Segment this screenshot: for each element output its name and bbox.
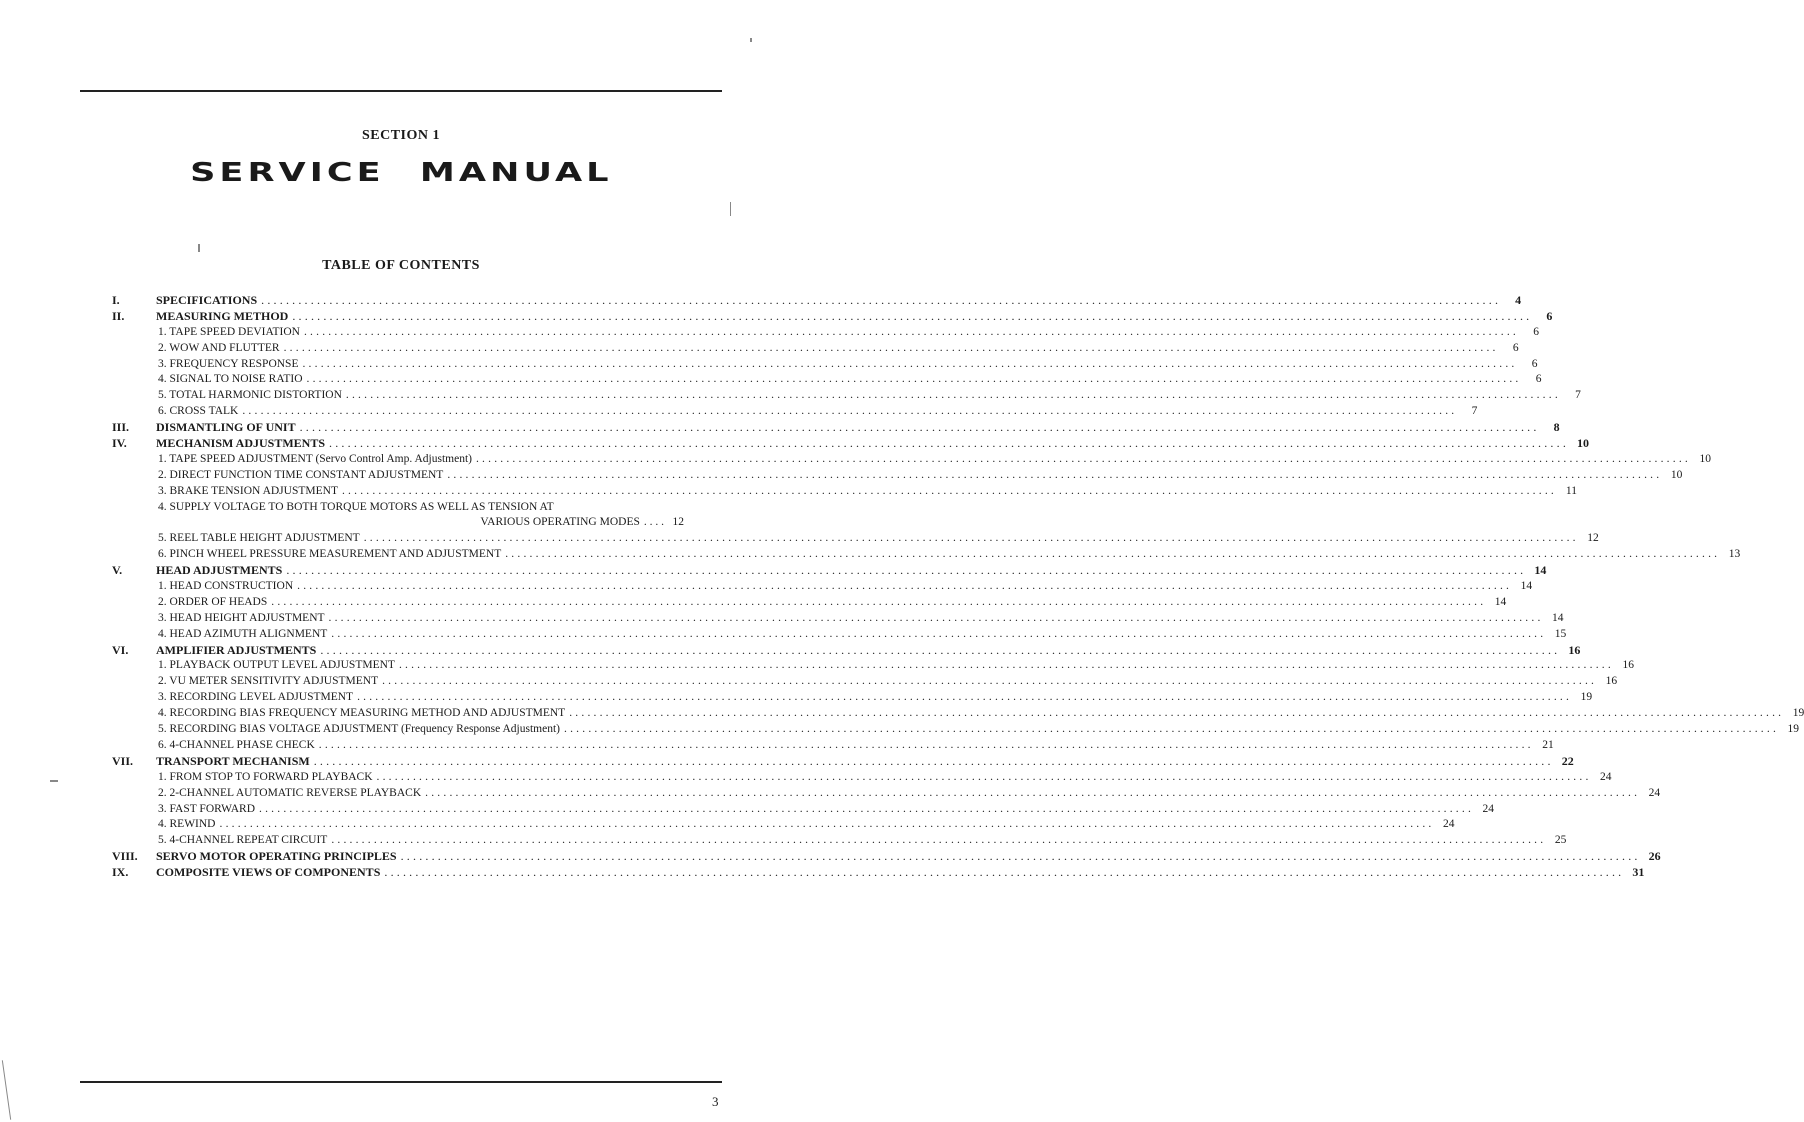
toc-entry-label: 3. FREQUENCY RESPONSE <box>158 357 302 373</box>
toc-dot-leader: ........................................................................................................................................................................................................ <box>299 420 1540 435</box>
toc-entry-label: 5. REEL TABLE HEIGHT ADJUSTMENT <box>158 531 364 547</box>
toc-section-entry <box>112 753 1574 770</box>
toc-entry-label: 3. RECORDING LEVEL ADJUSTMENT <box>158 690 357 706</box>
toc-subsection-entry <box>112 690 1593 706</box>
toc-subsection-entry <box>112 357 1538 373</box>
toc-subsection-entry <box>112 325 1539 341</box>
toc-subsection-entry <box>112 802 1495 818</box>
toc-dot-leader: ........................................................................................................................................................................................................ <box>564 723 1780 736</box>
toc-page-number: 16 <box>1560 643 1580 659</box>
toc-dot-leader: ........................................................................................................................................................................................................ <box>398 659 1614 672</box>
toc-dot-leader: ........................................................................................................................................................................................................ <box>331 834 1547 847</box>
toc-page-number: 21 <box>1534 738 1554 754</box>
toc-dot-leader: ........................................................................................................................................................................................................ <box>286 563 1527 578</box>
toc-dot-leader: ........................................................................................................................................................................................................ <box>400 849 1641 864</box>
toc-page-number: 10 <box>1662 468 1682 484</box>
toc-subsection-entry <box>112 547 1741 563</box>
scan-mark <box>750 38 752 42</box>
toc-subsection-entry <box>112 722 1800 738</box>
toc-page-number: 26 <box>1641 849 1661 865</box>
toc-entry-label: VARIOUS OPERATING MODES <box>480 515 644 531</box>
toc-dot-leader: ........................................................................................................................................................................................................ <box>384 865 1625 880</box>
toc-entry-label: 2. 2-CHANNEL AUTOMATIC REVERSE PLAYBACK <box>158 786 425 802</box>
toc-dot-leader: ........................................................................................................................................................................................................ <box>318 738 1534 751</box>
toc-subsection-entry <box>112 674 1618 690</box>
table-of-contents <box>112 293 1804 881</box>
toc-entry-label: DISMANTLING OF UNIT <box>156 420 300 436</box>
toc-subsection-entry <box>112 706 1804 722</box>
toc-entry-label: 4. SIGNAL TO NOISE RATIO <box>158 372 307 388</box>
toc-section-number: V. <box>112 563 123 578</box>
toc-section-entry <box>112 293 1522 309</box>
toc-page-number: 13 <box>1720 547 1740 563</box>
top-rule <box>80 90 722 92</box>
toc-entry-label: 1. HEAD CONSTRUCTION <box>158 579 297 595</box>
toc-entry-label: 6. 4-CHANNEL PHASE CHECK <box>158 738 319 754</box>
toc-dot-leader: ........................................................................................................................................................................................................ <box>363 532 1579 545</box>
toc-subsection-entry <box>112 611 1564 627</box>
toc-page-number: 14 <box>1526 563 1546 579</box>
toc-entry-label: SERVO MOTOR OPERATING PRINCIPLES <box>156 849 401 865</box>
toc-section-number: III. <box>112 420 130 435</box>
toc-page-number: 14 <box>1512 579 1532 595</box>
toc-page-number: 12 <box>1579 531 1599 547</box>
toc-dot-leader: ........................................................................................................................................................................................................ <box>425 786 1641 799</box>
toc-dot-leader: ........................................................................................................................................................................................................ <box>331 627 1547 640</box>
toc-page-number: 10 <box>1569 436 1589 452</box>
toc-page-number: 31 <box>1624 865 1644 881</box>
document-title: SERVICE MANUAL <box>190 158 613 188</box>
toc-subsection-entry <box>112 515 684 531</box>
toc-page-number: 14 <box>1544 611 1564 627</box>
toc-dot-leader: ........................................................................................................................................................................................................ <box>297 580 1513 593</box>
toc-dot-leader: ........................................................................................................................................................................................................ <box>505 548 1721 561</box>
toc-page-number: 24 <box>1435 817 1455 833</box>
toc-subsection-entry <box>112 627 1567 643</box>
toc-subsection-entry <box>112 770 1612 786</box>
toc-page-number: 8 <box>1540 420 1560 436</box>
toc-dot-leader: ........................................................................................................................................................................................................ <box>283 341 1499 354</box>
toc-subsection-entry <box>112 500 684 516</box>
toc-dot-leader: ........................................................................................................................................................................................................ <box>261 293 1502 307</box>
toc-entry-label: 5. 4-CHANNEL REPEAT CIRCUIT <box>158 833 331 849</box>
toc-page-number: 7 <box>1561 388 1581 404</box>
toc-entry-label: 5. TOTAL HARMONIC DISTORTION <box>158 388 346 404</box>
toc-subsection-entry <box>112 531 1599 547</box>
toc-entry-label: 1. TAPE SPEED ADJUSTMENT (Servo Control Amp. Adjustment) <box>158 452 476 468</box>
toc-entry-label: 4. HEAD AZIMUTH ALIGNMENT <box>158 627 331 643</box>
toc-section-number: II. <box>112 308 125 323</box>
toc-page-number: 15 <box>1546 627 1566 643</box>
toc-section-entry <box>112 642 1581 659</box>
toc-dot-leader: ........................................................................................................................................................................................................ <box>320 642 1561 657</box>
toc-page-number: 6 <box>1532 309 1552 325</box>
toc-page-number: 7 <box>1457 404 1477 420</box>
toc-section-number: VIII. <box>112 849 138 864</box>
toc-section-entry <box>112 865 1645 881</box>
toc-entry-label: 2. DIRECT FUNCTION TIME CONSTANT ADJUSTMENT <box>158 468 447 484</box>
toc-section-number: VI. <box>112 642 129 657</box>
toc-section-number: IV. <box>112 436 127 451</box>
toc-entry-label: COMPOSITE VIEWS OF COMPONENTS <box>156 865 384 881</box>
toc-page-number: 24 <box>1592 770 1612 786</box>
toc-page-number: 25 <box>1546 833 1566 849</box>
toc-dot-leader: ........................................................................................................................................................................................................ <box>345 389 1561 402</box>
toc-dot-leader: ........................................................................................................................................................................................................ <box>328 611 1544 624</box>
toc-section-entry <box>112 436 1590 452</box>
scan-mark <box>50 780 58 782</box>
toc-dot-leader: ........................................................................................................................................................................................................ <box>357 691 1573 704</box>
toc-entry-label: 1. PLAYBACK OUTPUT LEVEL ADJUSTMENT <box>158 658 399 674</box>
toc-dot-leader: ........................................................................................................................................................................................................ <box>382 675 1598 688</box>
toc-page-number: 10 <box>1691 452 1711 468</box>
toc-page-number: 6 <box>1499 341 1519 357</box>
toc-section-number: IX. <box>112 865 129 880</box>
page-number: 3 <box>712 1094 719 1109</box>
toc-subsection-entry <box>112 404 1478 420</box>
toc-entry-label: 3. BRAKE TENSION ADJUSTMENT <box>158 484 342 500</box>
toc-dot-leader: ........................................................................................................................................................................................................ <box>219 818 1435 831</box>
toc-dot-leader: ........................................................................................................................................................................................................ <box>306 373 1522 386</box>
toc-entry-label: 1. TAPE SPEED DEVIATION <box>158 325 304 341</box>
toc-section-entry <box>112 308 1553 325</box>
toc-entry-label: AMPLIFIER ADJUSTMENTS <box>156 643 320 659</box>
toc-subsection-entry <box>112 468 1683 484</box>
toc-dot-leader: ........................................................................................................................................................................................................ <box>292 308 1533 323</box>
toc-entry-label: 4. SUPPLY VOLTAGE TO BOTH TORQUE MOTORS AS WELL AS TENSION AT <box>158 500 558 516</box>
toc-dot-leader: ........................................................................................................................................................................................................ <box>329 436 1570 451</box>
toc-page-number: 14 <box>1486 595 1506 611</box>
toc-page-number: 4 <box>1501 293 1521 309</box>
toc-page-number: 16 <box>1614 658 1634 674</box>
toc-subsection-entry <box>112 579 1533 595</box>
scan-mark <box>198 244 200 252</box>
toc-subsection-entry <box>112 372 1542 388</box>
toc-subsection-entry <box>112 786 1661 802</box>
toc-page-number: 11 <box>1557 484 1577 500</box>
toc-subsection-entry <box>112 595 1507 611</box>
toc-entry-label: 6. CROSS TALK <box>158 404 242 420</box>
toc-section-entry <box>112 563 1547 579</box>
toc-subsection-entry <box>112 658 1634 674</box>
toc-dot-leader: ........................................................................................................................................................................................................ <box>313 753 1554 768</box>
toc-entry-label: 4. REWIND <box>158 817 220 833</box>
toc-entry-label: 2. VU METER SENSITIVITY ADJUSTMENT <box>158 674 382 690</box>
toc-dot-leader: ........................................................................................................................................................................................................ <box>302 357 1518 370</box>
toc-dot-leader: ........................................................................................................................................................................................................ <box>475 452 1691 465</box>
scan-mark <box>2 1060 11 1120</box>
toc-dot-leader: ........................................................................................................................................................................................................ <box>259 802 1475 815</box>
toc-page-number: 19 <box>1784 706 1804 722</box>
toc-subsection-entry <box>112 388 1581 404</box>
toc-subsection-entry <box>112 484 1577 500</box>
toc-page-number: 12 <box>664 515 684 531</box>
toc-entry-label: 5. RECORDING BIAS VOLTAGE ADJUSTMENT (Frequency Response Adjustment) <box>158 722 564 738</box>
toc-page-number: 24 <box>1474 802 1494 818</box>
toc-section-entry <box>112 849 1661 865</box>
toc-page-number: 22 <box>1554 754 1574 770</box>
toc-page-number: 6 <box>1522 372 1542 388</box>
toc-entry-label: TRANSPORT MECHANISM <box>156 754 314 770</box>
scan-mark <box>730 202 731 216</box>
toc-dot-leader: ........................................................................................................................................................................................................ <box>447 468 1663 481</box>
toc-page-number: 24 <box>1640 786 1660 802</box>
toc-page-number: 16 <box>1597 674 1617 690</box>
toc-dot-leader: ........................................................................................................................................................................................................ <box>303 325 1519 338</box>
toc-section-number: I. <box>112 293 120 307</box>
toc-page-number: 19 <box>1572 690 1592 706</box>
toc-entry-label: 3. HEAD HEIGHT ADJUSTMENT <box>158 611 329 627</box>
toc-entry-label: HEAD ADJUSTMENTS <box>156 563 286 579</box>
toc-subsection-entry <box>112 341 1519 357</box>
toc-entry-label: MEASURING METHOD <box>156 309 292 325</box>
toc-dot-leader: ........................................................................................................................................................................................................ <box>376 770 1592 783</box>
toc-section-entry <box>112 420 1560 436</box>
toc-dot-leader: ........................................................................................................................................................................................................ <box>271 595 1487 608</box>
section-label: SECTION 1 <box>361 128 441 143</box>
toc-dot-leader: ........................................................................................................................................................................................................ <box>242 405 1458 418</box>
toc-page-number: 19 <box>1779 722 1799 738</box>
toc-section-number: VII. <box>112 753 134 768</box>
toc-entry-label: 2. WOW AND FLUTTER <box>158 341 284 357</box>
toc-page-number: 6 <box>1519 325 1539 341</box>
toc-entry-label: 4. RECORDING BIAS FREQUENCY MEASURING METHOD AND ADJUSTMENT <box>158 706 569 722</box>
toc-subsection-entry <box>112 738 1554 754</box>
toc-subsection-entry <box>112 452 1711 468</box>
toc-dot-leader: . . . . <box>643 516 664 529</box>
toc-subsection-entry <box>112 817 1455 833</box>
toc-entry-label: MECHANISM ADJUSTMENTS <box>156 436 329 452</box>
bottom-rule <box>80 1081 722 1083</box>
toc-subsection-entry <box>112 833 1567 849</box>
toc-page-number: 6 <box>1517 357 1537 373</box>
toc-dot-leader: ........................................................................................................................................................................................................ <box>569 707 1785 720</box>
toc-entry-label: 6. PINCH WHEEL PRESSURE MEASUREMENT AND ADJUSTMENT <box>158 547 505 563</box>
toc-heading: TABLE OF CONTENTS <box>322 258 480 273</box>
toc-entry-label: 2. ORDER OF HEADS <box>158 595 271 611</box>
toc-entry-label: SPECIFICATIONS <box>156 293 261 309</box>
toc-dot-leader: ........................................................................................................................................................................................................ <box>341 484 1557 497</box>
toc-entry-label: 1. FROM STOP TO FORWARD PLAYBACK <box>158 770 377 786</box>
toc-entry-label: 3. FAST FORWARD <box>158 802 259 818</box>
